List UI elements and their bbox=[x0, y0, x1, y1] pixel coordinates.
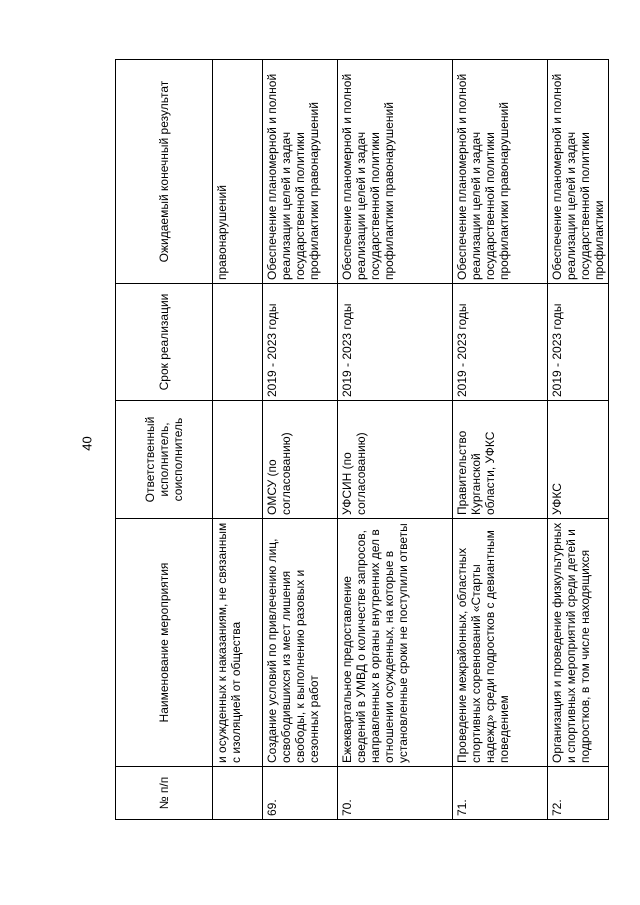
cell-name: Ежеквартальное предоставление сведений в УМВД о количестве запросов, направленных в органы внутренних дел в отношении осужденных, на которые в установленные сроки не поступили ответы bbox=[338, 519, 453, 767]
cell-responsible: УФСИН (по согласованию) bbox=[338, 401, 453, 519]
cell-responsible: ОМСУ (по согласованию) bbox=[263, 401, 338, 519]
cell-term: 2019 - 2023 годы bbox=[338, 284, 453, 401]
table-row bbox=[338, 60, 453, 820]
cell-result: Обеспечение планомерной и полной реализации целей и задач государственной политики профилактики правонарушений bbox=[338, 60, 453, 284]
header-term: Срок реализации bbox=[116, 284, 213, 401]
table-header-row bbox=[116, 60, 213, 820]
cell-term: 2019 - 2023 годы bbox=[548, 284, 609, 401]
measures-table bbox=[115, 59, 609, 820]
cell-num: 72. bbox=[548, 767, 609, 820]
cell-term: 2019 - 2023 годы bbox=[453, 284, 548, 401]
cell-result: правонарушений bbox=[213, 60, 263, 284]
cell-num: 71. bbox=[453, 767, 548, 820]
header-num: № п/п bbox=[116, 767, 213, 820]
cell-term: 2019 - 2023 годы bbox=[263, 284, 338, 401]
table-row bbox=[548, 60, 609, 820]
cell-result: Обеспечение планомерной и полной реализации целей и задач государственной политики профилактики bbox=[548, 60, 609, 284]
rotated-table bbox=[115, 60, 606, 820]
table-row bbox=[263, 60, 338, 820]
cell-name: и осужденных к наказаниям, не связанным с изоляцией от общества bbox=[213, 519, 263, 767]
cell-name: Проведение межрайонных, областных спортивных соревнований «Старты надежд» среди подростков с девиантным поведением bbox=[453, 519, 548, 767]
page-number: 40 bbox=[79, 436, 95, 451]
cell-num: 69. bbox=[263, 767, 338, 820]
cell-result: Обеспечение планомерной и полной реализации целей и задач государственной политики профилактики правонарушений bbox=[453, 60, 548, 284]
cell-num bbox=[213, 767, 263, 820]
table-row-continuation bbox=[213, 60, 263, 820]
cell-result: Обеспечение планомерной и полной реализации целей и задач государственной политики профилактики правонарушений bbox=[263, 60, 338, 284]
header-responsible: Ответственный исполнитель, соисполнитель bbox=[116, 401, 213, 519]
header-result: Ожидаемый конечный результат bbox=[116, 60, 213, 284]
cell-name: Создание условий по привлечению лиц, освободившихся из мест лишения свободы, к выполнению разовых и сезонных работ bbox=[263, 519, 338, 767]
table-frame bbox=[115, 60, 606, 820]
cell-num: 70. bbox=[338, 767, 453, 820]
cell-responsible: УФКС bbox=[548, 401, 609, 519]
cell-term bbox=[213, 284, 263, 401]
cell-responsible: Правительство Курганской области, УФКС bbox=[453, 401, 548, 519]
table-row bbox=[453, 60, 548, 820]
header-name: Наименование мероприятия bbox=[116, 519, 213, 767]
cell-name: Организация и проведение физкультурных и спортивных мероприятий среди детей и подростков, в том числе находящихся bbox=[548, 519, 609, 767]
cell-responsible bbox=[213, 401, 263, 519]
